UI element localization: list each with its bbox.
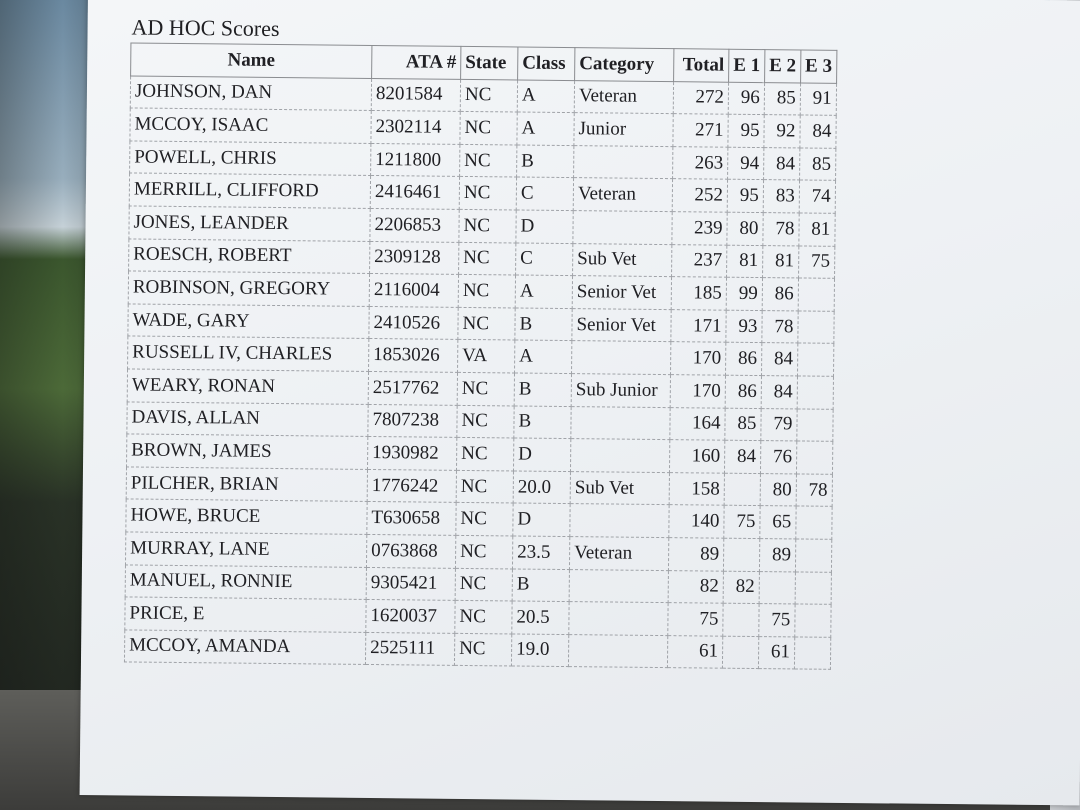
cell-name: MANUEL, RONNIE bbox=[125, 564, 366, 599]
cell-name: MCCOY, AMANDA bbox=[124, 630, 365, 665]
cell-e1: 80 bbox=[727, 212, 763, 245]
cell-e3: 84 bbox=[800, 115, 836, 148]
cell-category bbox=[571, 406, 670, 440]
cell-class: B bbox=[517, 145, 574, 178]
header-class: Class bbox=[518, 47, 575, 80]
cell-class: B bbox=[514, 373, 571, 406]
cell-name: ROESCH, ROBERT bbox=[129, 239, 370, 274]
cell-e3: 85 bbox=[799, 148, 835, 181]
cell-category bbox=[574, 145, 673, 179]
cell-total: 164 bbox=[670, 407, 725, 440]
cell-name: PILCHER, BRIAN bbox=[126, 467, 367, 502]
cell-state: NC bbox=[455, 535, 512, 568]
cell-e3: 74 bbox=[799, 180, 835, 213]
cell-total: 160 bbox=[669, 440, 724, 473]
cell-ata: 2525111 bbox=[365, 632, 454, 666]
cell-total: 185 bbox=[671, 277, 726, 310]
cell-e2: 84 bbox=[763, 147, 799, 180]
cell-e2: 86 bbox=[762, 278, 798, 311]
cell-ata: 2116004 bbox=[369, 274, 458, 308]
cell-class: 20.0 bbox=[513, 471, 570, 504]
cell-e2: 84 bbox=[761, 343, 797, 376]
cell-state: NC bbox=[460, 112, 517, 145]
cell-ata: 1211800 bbox=[371, 143, 460, 177]
cell-state: NC bbox=[457, 372, 514, 405]
cell-e1: 95 bbox=[727, 180, 763, 213]
cell-e1 bbox=[723, 538, 759, 571]
cell-e2: 61 bbox=[758, 636, 794, 669]
cell-class: B bbox=[512, 568, 569, 601]
cell-class: D bbox=[516, 210, 573, 243]
cell-e1: 86 bbox=[725, 375, 761, 408]
cell-total: 170 bbox=[671, 342, 726, 375]
cell-e2: 85 bbox=[764, 82, 800, 115]
cell-e1: 81 bbox=[727, 245, 763, 278]
cell-class: 23.5 bbox=[512, 536, 569, 569]
cell-total: 239 bbox=[672, 212, 727, 245]
cell-category: Senior Vet bbox=[572, 308, 671, 342]
cell-e2: 79 bbox=[761, 408, 797, 441]
cell-ata: 2302114 bbox=[371, 111, 460, 145]
cell-total: 271 bbox=[673, 114, 728, 147]
cell-ata: 2416461 bbox=[370, 176, 459, 210]
cell-state: NC bbox=[456, 503, 513, 536]
header-e1: E 1 bbox=[729, 49, 765, 82]
cell-e1: 95 bbox=[728, 114, 764, 147]
cell-e1: 85 bbox=[725, 408, 761, 441]
cell-total: 252 bbox=[672, 179, 727, 212]
cell-class: C bbox=[516, 177, 573, 210]
cell-total: 158 bbox=[669, 472, 724, 505]
cell-class: A bbox=[517, 112, 574, 145]
cell-e3 bbox=[797, 343, 833, 376]
cell-e3 bbox=[795, 539, 831, 572]
cell-ata: 9305421 bbox=[366, 567, 455, 601]
cell-total: 170 bbox=[670, 375, 725, 408]
cell-name: DAVIS, ALLAN bbox=[127, 401, 368, 436]
cell-class: A bbox=[515, 340, 572, 373]
cell-name: ROBINSON, GREGORY bbox=[128, 271, 369, 306]
table-row bbox=[124, 630, 830, 670]
cell-total: 89 bbox=[668, 538, 723, 571]
cell-total: 61 bbox=[667, 635, 722, 668]
cell-category: Veteran bbox=[573, 178, 672, 212]
cell-category bbox=[570, 439, 669, 473]
cell-e2: 78 bbox=[763, 213, 799, 246]
cell-e3 bbox=[797, 376, 833, 409]
cell-state: NC bbox=[460, 144, 517, 177]
sheet-title: AD HOC Scores bbox=[131, 14, 280, 42]
cell-category: Sub Junior bbox=[571, 374, 670, 408]
cell-e3 bbox=[798, 278, 834, 311]
cell-e1: 99 bbox=[726, 277, 762, 310]
cell-category: Junior bbox=[574, 113, 673, 147]
cell-name: JONES, LEANDER bbox=[129, 206, 370, 241]
header-name: Name bbox=[131, 43, 372, 78]
cell-e3 bbox=[796, 506, 832, 539]
cell-ata: 2517762 bbox=[368, 371, 457, 405]
header-e3: E 3 bbox=[800, 50, 836, 83]
cell-e1: 93 bbox=[726, 310, 762, 343]
cell-state: NC bbox=[459, 209, 516, 242]
cell-e3 bbox=[796, 441, 832, 474]
cell-name: MCCOY, ISAAC bbox=[130, 108, 371, 143]
cell-total: 82 bbox=[668, 570, 723, 603]
cell-category: Veteran bbox=[569, 536, 668, 570]
cell-state: NC bbox=[459, 177, 516, 210]
cell-class: A bbox=[517, 80, 574, 113]
cell-ata: 1620037 bbox=[366, 600, 455, 634]
cell-ata: 0763868 bbox=[366, 534, 455, 568]
cell-category bbox=[570, 504, 669, 538]
cell-class: B bbox=[515, 308, 572, 341]
cell-e3 bbox=[795, 571, 831, 604]
cell-ata: 2410526 bbox=[369, 306, 458, 340]
cell-e1: 96 bbox=[728, 82, 764, 115]
cell-total: 75 bbox=[668, 603, 723, 636]
header-e2: E 2 bbox=[765, 50, 801, 83]
cell-e3 bbox=[795, 604, 831, 637]
cell-e3: 81 bbox=[799, 213, 835, 246]
cell-class: B bbox=[514, 406, 571, 439]
cell-total: 140 bbox=[669, 505, 724, 538]
cell-e2: 89 bbox=[759, 538, 795, 571]
cell-e3 bbox=[797, 408, 833, 441]
cell-ata: 2206853 bbox=[370, 208, 459, 242]
cell-name: WEARY, RONAN bbox=[127, 369, 368, 404]
cell-class: 20.5 bbox=[512, 601, 569, 634]
cell-category: Veteran bbox=[574, 80, 673, 114]
cell-state: NC bbox=[456, 470, 513, 503]
cell-e2: 92 bbox=[764, 115, 800, 148]
cell-state: NC bbox=[454, 633, 511, 666]
cell-e2: 81 bbox=[762, 245, 798, 278]
cell-name: MURRAY, LANE bbox=[125, 532, 366, 567]
cell-e3: 75 bbox=[798, 246, 834, 279]
cell-state: NC bbox=[458, 307, 515, 340]
cell-category: Senior Vet bbox=[572, 276, 671, 310]
cell-state: NC bbox=[460, 79, 517, 112]
header-total: Total bbox=[674, 49, 729, 82]
cell-e1: 84 bbox=[724, 440, 760, 473]
cell-state: NC bbox=[458, 275, 515, 308]
cell-class: D bbox=[513, 503, 570, 536]
cell-name: WADE, GARY bbox=[128, 304, 369, 339]
cell-class: C bbox=[516, 243, 573, 276]
cell-ata: T630658 bbox=[367, 502, 456, 536]
cell-name: JOHNSON, DAN bbox=[130, 76, 371, 111]
cell-state: NC bbox=[459, 242, 516, 275]
cell-ata: 1853026 bbox=[369, 339, 458, 373]
cell-name: PRICE, E bbox=[125, 597, 366, 632]
table-body bbox=[124, 76, 836, 670]
cell-category bbox=[569, 602, 668, 636]
cell-e2: 75 bbox=[759, 604, 795, 637]
cell-total: 263 bbox=[673, 146, 728, 179]
cell-category bbox=[573, 211, 672, 245]
cell-e1 bbox=[724, 473, 760, 506]
cell-e1: 86 bbox=[726, 343, 762, 376]
cell-total: 237 bbox=[672, 244, 727, 277]
cell-ata: 2309128 bbox=[370, 241, 459, 275]
cell-class: 19.0 bbox=[511, 634, 568, 667]
cell-e1 bbox=[722, 636, 758, 669]
cell-state: NC bbox=[456, 438, 513, 471]
cell-category bbox=[568, 634, 667, 668]
cell-state: NC bbox=[455, 600, 512, 633]
cell-category: Sub Vet bbox=[570, 471, 669, 505]
cell-e3 bbox=[794, 637, 830, 670]
cell-e2 bbox=[759, 571, 795, 604]
cell-category bbox=[569, 569, 668, 603]
header-category: Category bbox=[575, 48, 674, 82]
header-state: State bbox=[461, 46, 518, 79]
cell-e1: 82 bbox=[723, 571, 759, 604]
cell-state: VA bbox=[458, 340, 515, 373]
cell-total: 272 bbox=[673, 81, 728, 114]
cell-name: HOWE, BRUCE bbox=[126, 499, 367, 534]
cell-e2: 84 bbox=[761, 376, 797, 409]
scores-table bbox=[124, 42, 837, 670]
cell-ata: 1930982 bbox=[367, 437, 456, 471]
cell-e3: 78 bbox=[796, 474, 832, 507]
cell-ata: 1776242 bbox=[367, 469, 456, 503]
cell-e1: 94 bbox=[728, 147, 764, 180]
cell-name: RUSSELL IV, CHARLES bbox=[128, 336, 369, 371]
cell-state: NC bbox=[457, 405, 514, 438]
cell-ata: 8201584 bbox=[371, 78, 460, 112]
cell-category: Sub Vet bbox=[573, 243, 672, 277]
cell-e2: 78 bbox=[762, 310, 798, 343]
cell-category bbox=[572, 341, 671, 375]
cell-e2: 65 bbox=[760, 506, 796, 539]
cell-name: POWELL, CHRIS bbox=[130, 141, 371, 176]
score-sheet bbox=[80, 0, 1080, 805]
cell-e1: 75 bbox=[724, 506, 760, 539]
cell-total: 171 bbox=[671, 309, 726, 342]
cell-e2: 80 bbox=[760, 473, 796, 506]
cell-e1 bbox=[723, 603, 759, 636]
cell-state: NC bbox=[455, 568, 512, 601]
cell-name: BROWN, JAMES bbox=[127, 434, 368, 469]
cell-e2: 76 bbox=[760, 441, 796, 474]
cell-class: D bbox=[513, 438, 570, 471]
cell-e3 bbox=[798, 311, 834, 344]
cell-e3: 91 bbox=[800, 83, 836, 116]
cell-ata: 7807238 bbox=[368, 404, 457, 438]
cell-name: MERRILL, CLIFFORD bbox=[129, 173, 370, 208]
cell-e2: 83 bbox=[763, 180, 799, 213]
header-ata: ATA # bbox=[372, 45, 461, 79]
cell-class: A bbox=[515, 275, 572, 308]
